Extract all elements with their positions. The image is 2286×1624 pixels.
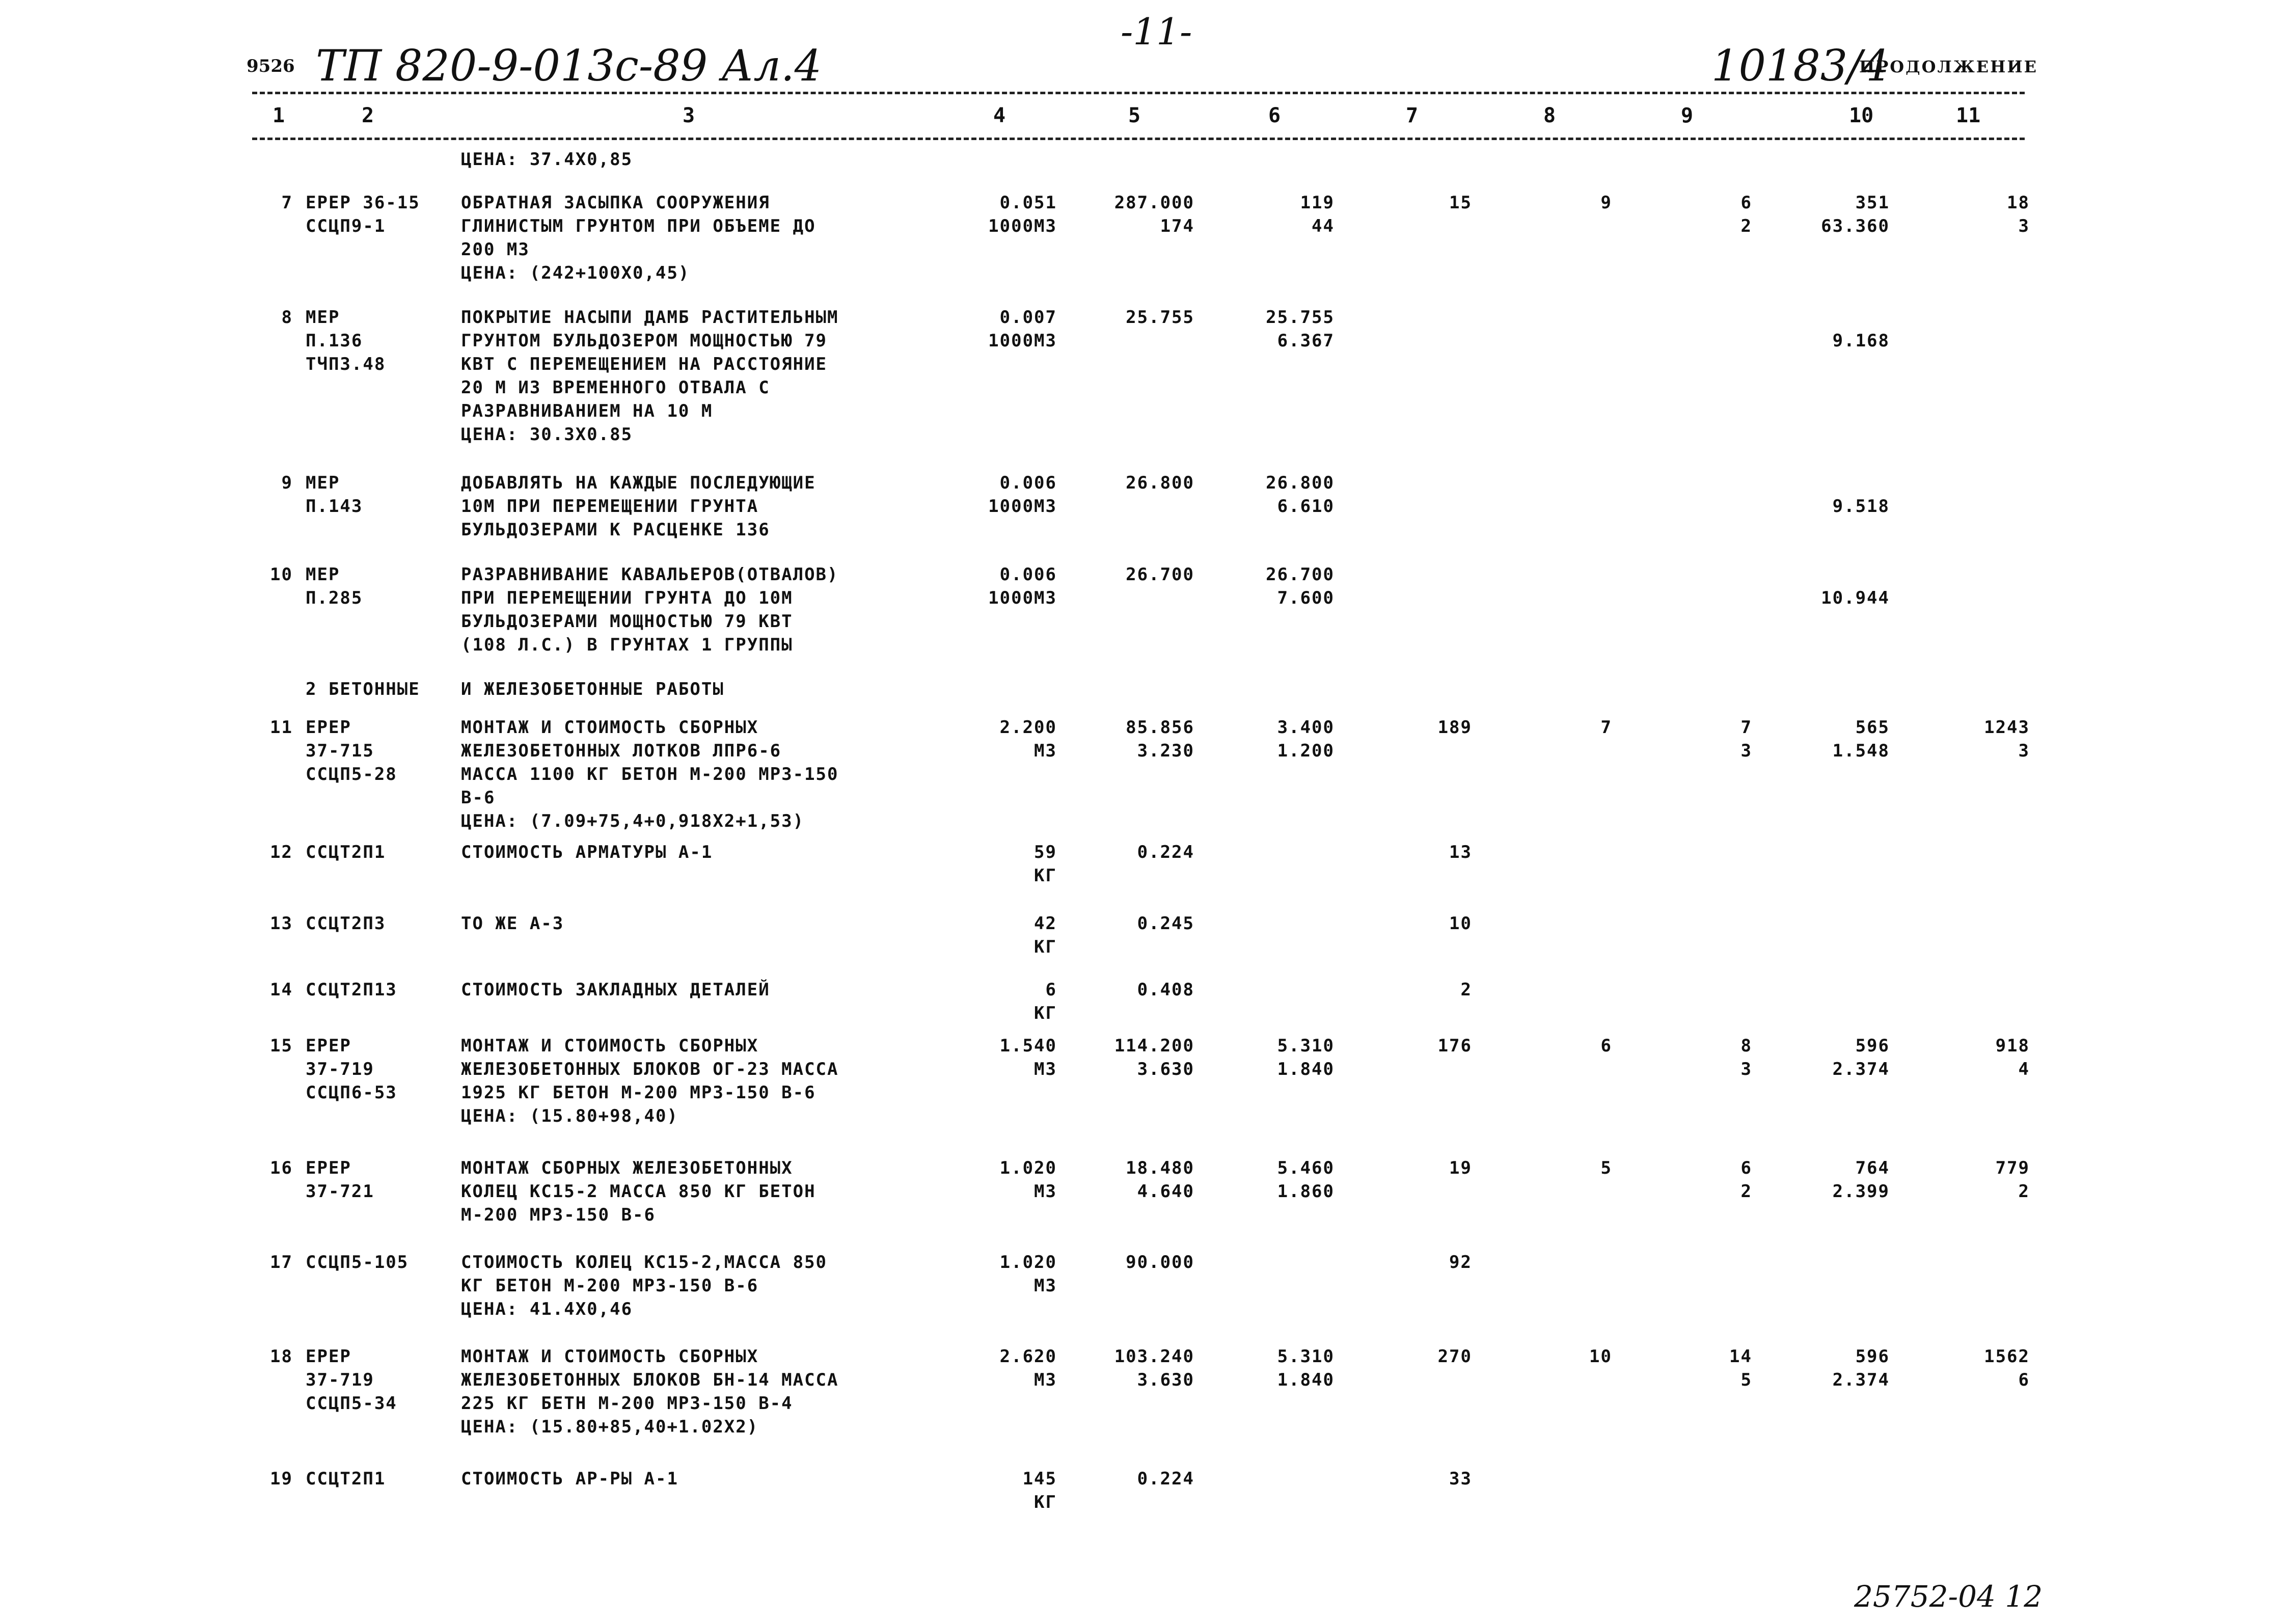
- row-description: ЖЕЛЕЗОБЕТОННЫХ БЛОКОВ БН-14 МАССА: [461, 1370, 839, 1390]
- value-c4: КГ: [1034, 937, 1057, 957]
- value-c10: 596: [1855, 1346, 1890, 1367]
- row-code: МЕР: [306, 473, 340, 493]
- value-c4: 1.020: [999, 1252, 1057, 1273]
- row-code: 37-715: [306, 741, 374, 761]
- value-c8: 5: [1600, 1158, 1612, 1178]
- value-c11: 4: [2018, 1059, 2030, 1079]
- row-description: БУЛЬДОЗЕРАМИ К РАСЦЕНКЕ 136: [461, 520, 770, 540]
- row-description: КВТ С ПЕРЕМЕЩЕНИЕМ НА РАССТОЯНИЕ: [461, 354, 828, 374]
- row-code: ЕРЕР: [306, 1158, 351, 1178]
- row-description: ЦЕНА: (242+100Х0,45): [461, 263, 690, 283]
- row-code: ССЦП5-105: [306, 1252, 409, 1273]
- archive-code: 9526: [247, 56, 295, 76]
- row-number: 14: [270, 980, 293, 1000]
- value-c8: 10: [1589, 1346, 1612, 1367]
- row-description: СТОИМОСТЬ КОЛЕЦ КС15-2,МАССА 850: [461, 1252, 828, 1273]
- footer-number: 25752-04 12: [1854, 1579, 2043, 1614]
- value-c4: 2.620: [999, 1346, 1057, 1367]
- value-c10: 2.399: [1832, 1181, 1890, 1202]
- value-c10: 565: [1855, 717, 1890, 738]
- row-description: СТОИМОСТЬ ЗАКЛАДНЫХ ДЕТАЛЕЙ: [461, 980, 770, 1000]
- row-code: ССЦП5-34: [306, 1393, 397, 1414]
- value-c10: 10.944: [1821, 588, 1890, 608]
- row-description: ДОБАВЛЯТЬ НА КАЖДЫЕ ПОСЛЕДУЮЩИЕ: [461, 473, 816, 493]
- value-c9: 3: [1740, 741, 1752, 761]
- value-c4: 0.006: [999, 564, 1057, 585]
- value-c4: М3: [1034, 1181, 1057, 1202]
- value-c6: 1.840: [1277, 1059, 1335, 1079]
- row-code: П.136: [306, 331, 363, 351]
- value-c6: 5.310: [1277, 1346, 1335, 1367]
- row-description: ТО ЖЕ А-3: [461, 913, 564, 934]
- row-number: 17: [270, 1252, 293, 1273]
- value-c6: 1.840: [1277, 1370, 1335, 1390]
- row-description: ЦЕНА: (7.09+75,4+0,918Х2+1,53): [461, 811, 805, 831]
- row-number: 18: [270, 1346, 293, 1367]
- row-description: МАССА 1100 КГ БЕТОН М-200 МРЗ-150: [461, 764, 839, 784]
- row-code: ЕРЕР: [306, 717, 351, 738]
- row-code: ССЦП6-53: [306, 1082, 397, 1103]
- value-c6: 44: [1312, 216, 1335, 236]
- value-c9: 2: [1740, 216, 1752, 236]
- row-description: ЦЕНА: 41.4Х0,46: [461, 1299, 633, 1319]
- row-number: 9: [281, 473, 293, 493]
- value-c8: 7: [1600, 717, 1612, 738]
- value-c10: 63.360: [1821, 216, 1890, 236]
- row-code: ССЦП5-28: [306, 764, 397, 784]
- row-code: ЕРЕР 36-15: [306, 193, 420, 213]
- row-description: ПОКРЫТИЕ НАСЫПИ ДАМБ РАСТИТЕЛЬНЫМ: [461, 307, 839, 328]
- row-number: 15: [270, 1036, 293, 1056]
- value-c5: 90.000: [1126, 1252, 1194, 1273]
- value-c4: 1000М3: [988, 588, 1057, 608]
- value-c11: 1243: [1984, 717, 2030, 738]
- value-c9: 8: [1740, 1036, 1752, 1056]
- value-c5: 26.800: [1126, 473, 1194, 493]
- row-description: МОНТАЖ СБОРНЫХ ЖЕЛЕЗОБЕТОННЫХ: [461, 1158, 793, 1178]
- value-c5: 103.240: [1114, 1346, 1194, 1367]
- value-c4: 0.051: [999, 193, 1057, 213]
- value-c10: 2.374: [1832, 1370, 1890, 1390]
- row-number: 11: [270, 717, 293, 738]
- row-description: ЖЕЛЕЗОБЕТОННЫХ БЛОКОВ ОГ-23 МАССА: [461, 1059, 839, 1079]
- value-c8: 6: [1600, 1036, 1612, 1056]
- row-code: ССЦТ2П13: [306, 980, 397, 1000]
- row-number: 13: [270, 913, 293, 934]
- row-description: РАЗРАВНИВАНИЕМ НА 10 М: [461, 401, 713, 421]
- column-header-8: 8: [1543, 104, 1556, 127]
- row-description: 200 М3: [461, 239, 530, 260]
- value-c4: 2.200: [999, 717, 1057, 738]
- registration-number: 10183/4: [1711, 41, 1889, 91]
- value-c5: 26.700: [1126, 564, 1194, 585]
- value-c4: КГ: [1034, 1492, 1057, 1512]
- column-header-10: 10: [1849, 104, 1874, 127]
- value-c9: 2: [1740, 1181, 1752, 1202]
- row-description: РАЗРАВНИВАНИЕ КАВАЛЬЕРОВ(ОТВАЛОВ): [461, 564, 839, 585]
- row-description: ЖЕЛЕЗОБЕТОННЫХ ЛОТКОВ ЛПР6-6: [461, 741, 782, 761]
- row-description: В-6: [461, 788, 496, 808]
- value-c9: 3: [1740, 1059, 1752, 1079]
- row-description: М-200 МРЗ-150 В-6: [461, 1205, 656, 1225]
- row-description: БУЛЬДОЗЕРАМИ МОЩНОСТЬЮ 79 КВТ: [461, 611, 793, 632]
- row-number: 10: [270, 564, 293, 585]
- value-c6: 5.460: [1277, 1158, 1335, 1178]
- header-top-rule: [252, 92, 2025, 94]
- row-description: ПРИ ПЕРЕМЕЩЕНИИ ГРУНТА ДО 10М: [461, 588, 793, 608]
- value-c5: 3.230: [1137, 741, 1194, 761]
- value-c5: 287.000: [1114, 193, 1194, 213]
- row-description: КОЛЕЦ КС15-2 МАССА 850 КГ БЕТОН: [461, 1181, 816, 1202]
- row-description: ОБРАТНАЯ ЗАСЫПКА СООРУЖЕНИЯ: [461, 193, 770, 213]
- value-c9: 7: [1740, 717, 1752, 738]
- value-c4: 0.007: [999, 307, 1057, 328]
- value-c10: 9.518: [1832, 496, 1890, 517]
- value-c10: 596: [1855, 1036, 1890, 1056]
- value-c4: 145: [1022, 1469, 1057, 1489]
- row-code: 37-719: [306, 1370, 374, 1390]
- column-header-11: 11: [1956, 104, 1981, 127]
- value-c6: 7.600: [1277, 588, 1335, 608]
- value-c7: 270: [1437, 1346, 1472, 1367]
- value-c7: 2: [1460, 980, 1472, 1000]
- row-code: ССЦТ2П3: [306, 913, 386, 934]
- value-c4: 6: [1045, 980, 1057, 1000]
- value-c5: 25.755: [1126, 307, 1194, 328]
- column-header-2: 2: [362, 104, 374, 127]
- value-c6: 6.610: [1277, 496, 1335, 517]
- value-c11: 2: [2018, 1181, 2030, 1202]
- value-c7: 15: [1449, 193, 1472, 213]
- value-c4: КГ: [1034, 865, 1057, 886]
- value-c8: 9: [1600, 193, 1612, 213]
- value-c7: 10: [1449, 913, 1472, 934]
- column-header-5: 5: [1128, 104, 1141, 127]
- row-code: ТЧП3.48: [306, 354, 386, 374]
- row-code: ССЦТ2П1: [306, 1469, 386, 1489]
- row-code: 2 БЕТОННЫЕ: [306, 679, 420, 699]
- value-c6: 25.755: [1266, 307, 1335, 328]
- document-id: ТП 820-9-013с-89 Ал.4: [316, 41, 822, 91]
- row-code: П.285: [306, 588, 363, 608]
- header-bottom-rule: [252, 138, 2025, 140]
- value-c11: 18: [2007, 193, 2030, 213]
- value-c7: 19: [1449, 1158, 1472, 1178]
- value-c4: М3: [1034, 1370, 1057, 1390]
- value-c11: 3: [2018, 741, 2030, 761]
- row-code: 37-719: [306, 1059, 374, 1079]
- column-header-6: 6: [1268, 104, 1281, 127]
- value-c5: 114.200: [1114, 1036, 1194, 1056]
- value-c6: 5.310: [1277, 1036, 1335, 1056]
- column-header-7: 7: [1406, 104, 1419, 127]
- value-c11: 1562: [1984, 1346, 2030, 1367]
- column-header-4: 4: [993, 104, 1006, 127]
- continuation-label: ПРОДОЛЖЕНИЕ: [1859, 57, 2038, 76]
- row-description: И ЖЕЛЕЗОБЕТОННЫЕ РАБОТЫ: [461, 679, 724, 699]
- value-c4: М3: [1034, 1276, 1057, 1296]
- row-description: ГРУНТОМ БУЛЬДОЗЕРОМ МОЩНОСТЬЮ 79: [461, 331, 828, 351]
- row-description: СТОИМОСТЬ АР-РЫ А-1: [461, 1469, 678, 1489]
- value-c9: 14: [1729, 1346, 1752, 1367]
- value-c7: 92: [1449, 1252, 1472, 1273]
- value-c10: 1.548: [1832, 741, 1890, 761]
- row-description: 10М ПРИ ПЕРЕМЕЩЕНИИ ГРУНТА: [461, 496, 759, 517]
- value-c7: 176: [1437, 1036, 1472, 1056]
- row-code: 37-721: [306, 1181, 374, 1202]
- row-description: 1925 КГ БЕТОН М-200 МРЗ-150 В-6: [461, 1082, 816, 1103]
- row-number: 7: [281, 193, 293, 213]
- value-c4: М3: [1034, 1059, 1057, 1079]
- row-description: ГЛИНИСТЫМ ГРУНТОМ ПРИ ОБЪЕМЕ ДО: [461, 216, 816, 236]
- value-c5: 18.480: [1126, 1158, 1194, 1178]
- value-c4: 0.006: [999, 473, 1057, 493]
- value-c9: 6: [1740, 193, 1752, 213]
- row-description: ЦЕНА: 37.4Х0,85: [461, 149, 633, 170]
- value-c6: 26.700: [1266, 564, 1335, 585]
- row-code: ЕРЕР: [306, 1036, 351, 1056]
- value-c4: М3: [1034, 741, 1057, 761]
- column-header-9: 9: [1681, 104, 1694, 127]
- value-c5: 0.408: [1137, 980, 1194, 1000]
- value-c5: 174: [1160, 216, 1194, 236]
- column-header-3: 3: [683, 104, 695, 127]
- row-description: 225 КГ БЕТН М-200 МРЗ-150 В-4: [461, 1393, 793, 1414]
- value-c4: 1000М3: [988, 331, 1057, 351]
- row-description: КГ БЕТОН М-200 МРЗ-150 В-6: [461, 1276, 759, 1296]
- value-c10: 2.374: [1832, 1059, 1890, 1079]
- row-number: 19: [270, 1469, 293, 1489]
- row-description: ЦЕНА: 30.3Х0.85: [461, 424, 633, 445]
- value-c4: 1000М3: [988, 496, 1057, 517]
- value-c5: 0.224: [1137, 1469, 1194, 1489]
- row-code: МЕР: [306, 564, 340, 585]
- value-c4: 42: [1034, 913, 1057, 934]
- value-c5: 0.224: [1137, 842, 1194, 862]
- row-code: ЕРЕР: [306, 1346, 351, 1367]
- value-c5: 0.245: [1137, 913, 1194, 934]
- value-c6: 1.200: [1277, 741, 1335, 761]
- value-c9: 5: [1740, 1370, 1752, 1390]
- row-code: МЕР: [306, 307, 340, 328]
- value-c5: 85.856: [1126, 717, 1194, 738]
- page-number: -11-: [1121, 10, 1192, 53]
- row-description: МОНТАЖ И СТОИМОСТЬ СБОРНЫХ: [461, 717, 759, 738]
- value-c7: 13: [1449, 842, 1472, 862]
- row-description: МОНТАЖ И СТОИМОСТЬ СБОРНЫХ: [461, 1346, 759, 1367]
- row-code: П.143: [306, 496, 363, 517]
- row-number: 8: [281, 307, 293, 328]
- row-description: (108 Л.С.) В ГРУНТАХ 1 ГРУППЫ: [461, 635, 793, 655]
- row-description: МОНТАЖ И СТОИМОСТЬ СБОРНЫХ: [461, 1036, 759, 1056]
- value-c10: 764: [1855, 1158, 1890, 1178]
- value-c5: 3.630: [1137, 1059, 1194, 1079]
- value-c7: 33: [1449, 1469, 1472, 1489]
- value-c4: 1.020: [999, 1158, 1057, 1178]
- row-description: 20 М ИЗ ВРЕМЕННОГО ОТВАЛА С: [461, 377, 770, 398]
- row-description: ЦЕНА: (15.80+85,40+1.02Х2): [461, 1417, 759, 1437]
- value-c4: КГ: [1034, 1003, 1057, 1023]
- column-header-1: 1: [273, 104, 285, 127]
- value-c4: 59: [1034, 842, 1057, 862]
- row-code: ССЦТ2П1: [306, 842, 386, 862]
- value-c11: 779: [1995, 1158, 2030, 1178]
- value-c4: 1.540: [999, 1036, 1057, 1056]
- row-code: ССЦП9-1: [306, 216, 386, 236]
- value-c11: 918: [1995, 1036, 2030, 1056]
- value-c5: 4.640: [1137, 1181, 1194, 1202]
- row-description: ЦЕНА: (15.80+98,40): [461, 1106, 678, 1126]
- value-c6: 6.367: [1277, 331, 1335, 351]
- value-c6: 119: [1300, 193, 1335, 213]
- row-number: 12: [270, 842, 293, 862]
- value-c4: 1000М3: [988, 216, 1057, 236]
- value-c7: 189: [1437, 717, 1472, 738]
- value-c10: 9.168: [1832, 331, 1890, 351]
- value-c10: 351: [1855, 193, 1890, 213]
- row-number: 16: [270, 1158, 293, 1178]
- value-c11: 6: [2018, 1370, 2030, 1390]
- value-c6: 26.800: [1266, 473, 1335, 493]
- value-c5: 3.630: [1137, 1370, 1194, 1390]
- value-c11: 3: [2018, 216, 2030, 236]
- value-c6: 3.400: [1277, 717, 1335, 738]
- value-c9: 6: [1740, 1158, 1752, 1178]
- value-c6: 1.860: [1277, 1181, 1335, 1202]
- row-description: СТОИМОСТЬ АРМАТУРЫ А-1: [461, 842, 713, 862]
